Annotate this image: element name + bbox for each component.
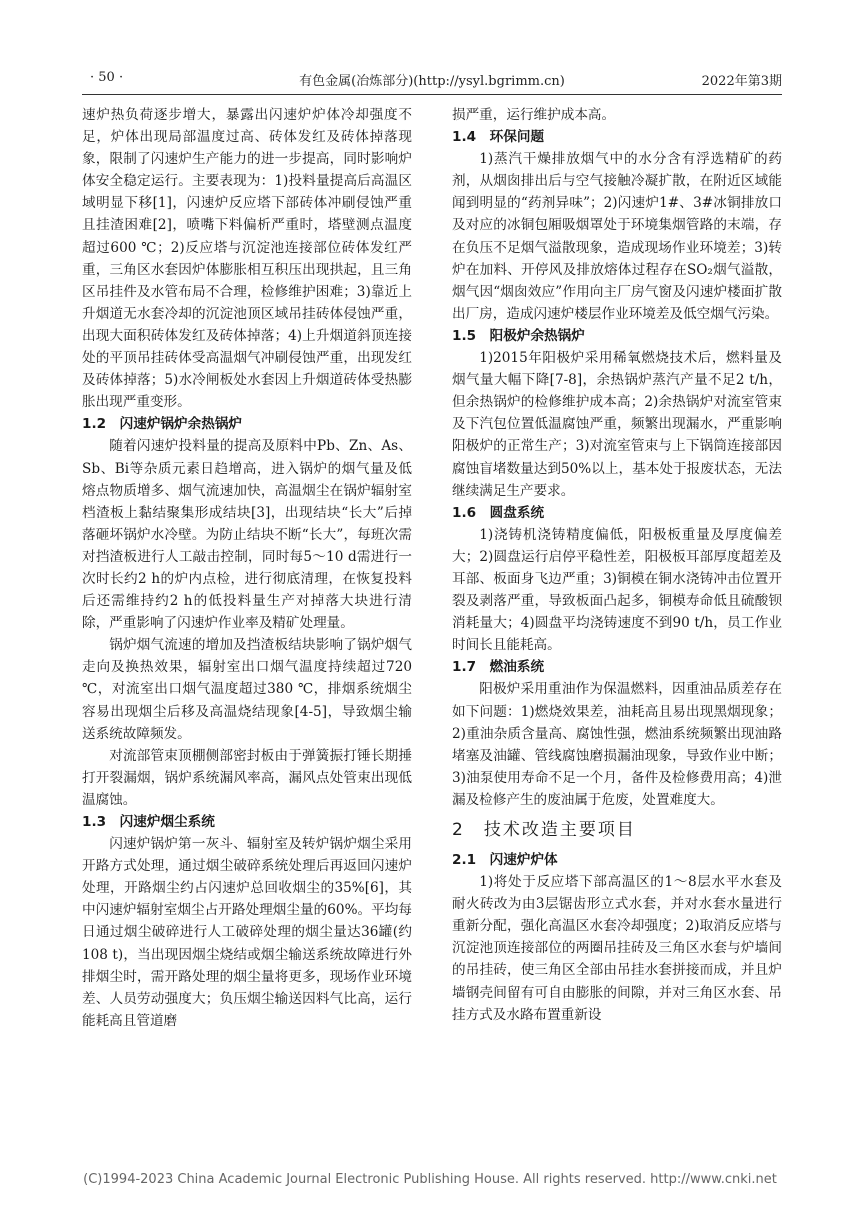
journal-title: 有色金属(冶炼部分)(http://ysyl.bgrimm.cn) — [299, 74, 565, 89]
copyright-footer: (C)1994-2023 China Academic Journal Electronic Publishing House. All rights reserved. http://www.cnki.net — [83, 1172, 777, 1187]
section-heading: 2.1 闪速炉炉体 — [452, 852, 558, 868]
right-column — [452, 104, 782, 1026]
section-heading: 1.3 闪速炉烟尘系统 — [82, 814, 215, 830]
section-heading: 1.5 阳极炉余热锅炉 — [452, 327, 585, 344]
paragraph: 闪速炉锅炉第一灰斗、辐射室及转炉锅炉烟尘采用开路方式处理，通过烟尘破碎系统处理后再返回闪速炉处理，开路烟尘约占闪速炉总回收烟尘的35%[6]，其中闪速炉辐射室烟尘占开路处理烟尘量的60%。平均每日通过烟尘破碎进行人工破碎处理的烟尘量达36罐(约108 t)，当出现因烟尘烧结或烟尘输送系统故障进行外排烟尘时，需开路处理的烟尘量将更多，现场作业环境差、人员劳动强度大；负压烟尘输送因料气比高，运行能耗高且管道磨 — [82, 836, 412, 1029]
section-heading: 1.4 环保问题 — [452, 129, 545, 146]
paragraph: 损严重，运行维护成本高。 — [452, 107, 616, 123]
paragraph: 随着闪速炉投料量的提高及原料中Pb、Zn、As、Sb、Bi等杂质元素日趋增高，进入锅炉的烟气量及低熔点物质增多、烟气流速加快，高温烟尘在锅炉辐射室档渣板上黏结聚集形成结块[3]，出现结块“长大”后掉落砸坏锅炉水冷壁。为防止结块不断“长大”，每班次需对挡渣板进行人工敲击控制，同时每5～10 d需进行一次时长约2 h的炉内点检，进行彻底清理，在恢复投料后还需维持约2 h的低投料量生产对掉落大块进行清除，严重影响了闪速炉作业率及精矿处理量。 — [82, 438, 412, 632]
paragraph: 1)将处于反应塔下部高温区的1～8层水平水套及耐火砖改为由3层锯齿形立式水套，并对水套水量进行重新分配，强化高温区水套冷却强度；2)取消反应塔与沉淀池顶连接部位的两圈吊挂砖及三角区水套与炉墙间的吊挂砖，使三角区全部由吊挂水套拼接而成，并且炉墙钢壳间留有可自由膨胀的间隙，并对三角区水套、吊挂方式及水路布置重新设 — [452, 874, 782, 1023]
paragraph: 对流部管束顶棚侧部密封板由于弹簧振打锤长期捶打开裂漏烟，锅炉系统漏风率高，漏风点处管束出现低温腐蚀。 — [82, 747, 412, 808]
section-heading: 1.7 燃油系统 — [452, 659, 545, 676]
chapter-heading: 2 技术改造主要项目 — [452, 820, 636, 840]
paragraph: 速炉热负荷逐步增大，暴露出闪速炉炉体冷却强度不足，炉体出现局部温度过高、砖体发红及砖体掉落现象，限制了闪速炉生产能力的进一步提高，同时影响炉体安全稳定运行。主要表现为：1)投料量提高后高温区域明显下移[1]，闪速炉反应塔下部砖体冲刷侵蚀严重且挂渣困难[2]，喷嘴下料偏析严重时，塔壁测点温度超过600 ℃；2)反应塔与沉淀池连接部位砖体发红严重，三角区水套因炉体膨胀相互积压出现拱起，且三角区吊挂件及水管布局不合理，检修维护困难；3)靠近上升烟道无水套冷却的沉淀池顶区域吊挂砖体侵蚀严重，出现大面积砖体发红及砖体掉落；4)上升烟道斜顶连接处的平顶吊挂砖体受高温烟气冲刷侵蚀严重，出现发红及砖体掉落；5)水冷闸板处水套因上升烟道砖体受热膨胀出现严重变形。 — [82, 107, 412, 411]
paragraph: 1)浇铸机浇铸精度偏低，阳极板重量及厚度偏差大；2)圆盘运行启停平稳性差，阳极板耳部厚度超差及耳部、板面身飞边严重；3)铜模在铜水浇铸冲击位置开裂及剥落严重，导致板面凸起多，铜模寿命低且硫酸钡消耗量大；4)圆盘平均浇铸速度不到90 t/h，员工作业时间长且能耗高。 — [452, 526, 782, 654]
paragraph: 1)2015年阳极炉采用稀氧燃烧技术后，燃料量及烟气量大幅下降[7-8]，余热锅炉蒸汽产量不足2 t/h，但余热锅炉的检修维护成本高；2)余热锅炉对流室管束及下汽包位置低温腐蚀严重，频繁出现漏水，严重影响阳极炉的正常生产；3)对流室管束与上下锅筒连接部因腐蚀盲堵数量达到50%以上，基本处于报废状态，无法继续满足生产要求。 — [452, 350, 782, 499]
section-heading: 1.6 圆盘系统 — [452, 504, 545, 521]
issue-label: 2022年第3期 — [701, 74, 782, 89]
section-heading: 1.2 闪速炉锅炉余热锅炉 — [82, 416, 243, 433]
page-number: · 50 · — [90, 70, 124, 85]
header-rule — [82, 94, 782, 95]
paragraph: 锅炉烟气流速的增加及挡渣板结块影响了锅炉烟气走向及换热效果，辐射室出口烟气温度持续超过720 ℃，对流室出口烟气温度超过380 ℃，排烟系统烟尘容易出现烟尘后移及高温烧结现象[4-5]，导致烟尘输送系统故障频发。 — [82, 637, 412, 742]
running-header — [82, 70, 782, 90]
left-column — [82, 104, 412, 1032]
paragraph: 阳极炉采用重油作为保温燃料，因重油品质差存在如下问题：1)燃烧效果差，油耗高且易出现黑烟现象；2)重油杂质含量高、腐蚀性强，燃油系统频繁出现油路堵塞及油罐、管线腐蚀磨损漏油现象，导致作业中断；3)油泵使用寿命不足一个月，备件及检修费用高；4)泄漏及检修产生的废油属于危废，处置难度大。 — [452, 681, 782, 808]
paragraph: 1)蒸汽干燥排放烟气中的水分含有浮选精矿的药剂，从烟囱排出后与空气接触冷凝扩散，在附近区域能闻到明显的“药剂异味”；2)闪速炉1#、3#冰铜排放口及对应的冰铜包厢吸烟罩处于环境集烟管路的末端，存在负压不足烟气溢散现象，造成现场作业环境差；3)转炉在加料、开停风及排放熔体过程存在SO₂烟气溢散，烟气因“烟囱效应”作用向主厂房气窗及闪速炉楼面扩散出厂房，造成闪速炉楼层作业环境差及低空烟气污染。 — [452, 151, 782, 322]
